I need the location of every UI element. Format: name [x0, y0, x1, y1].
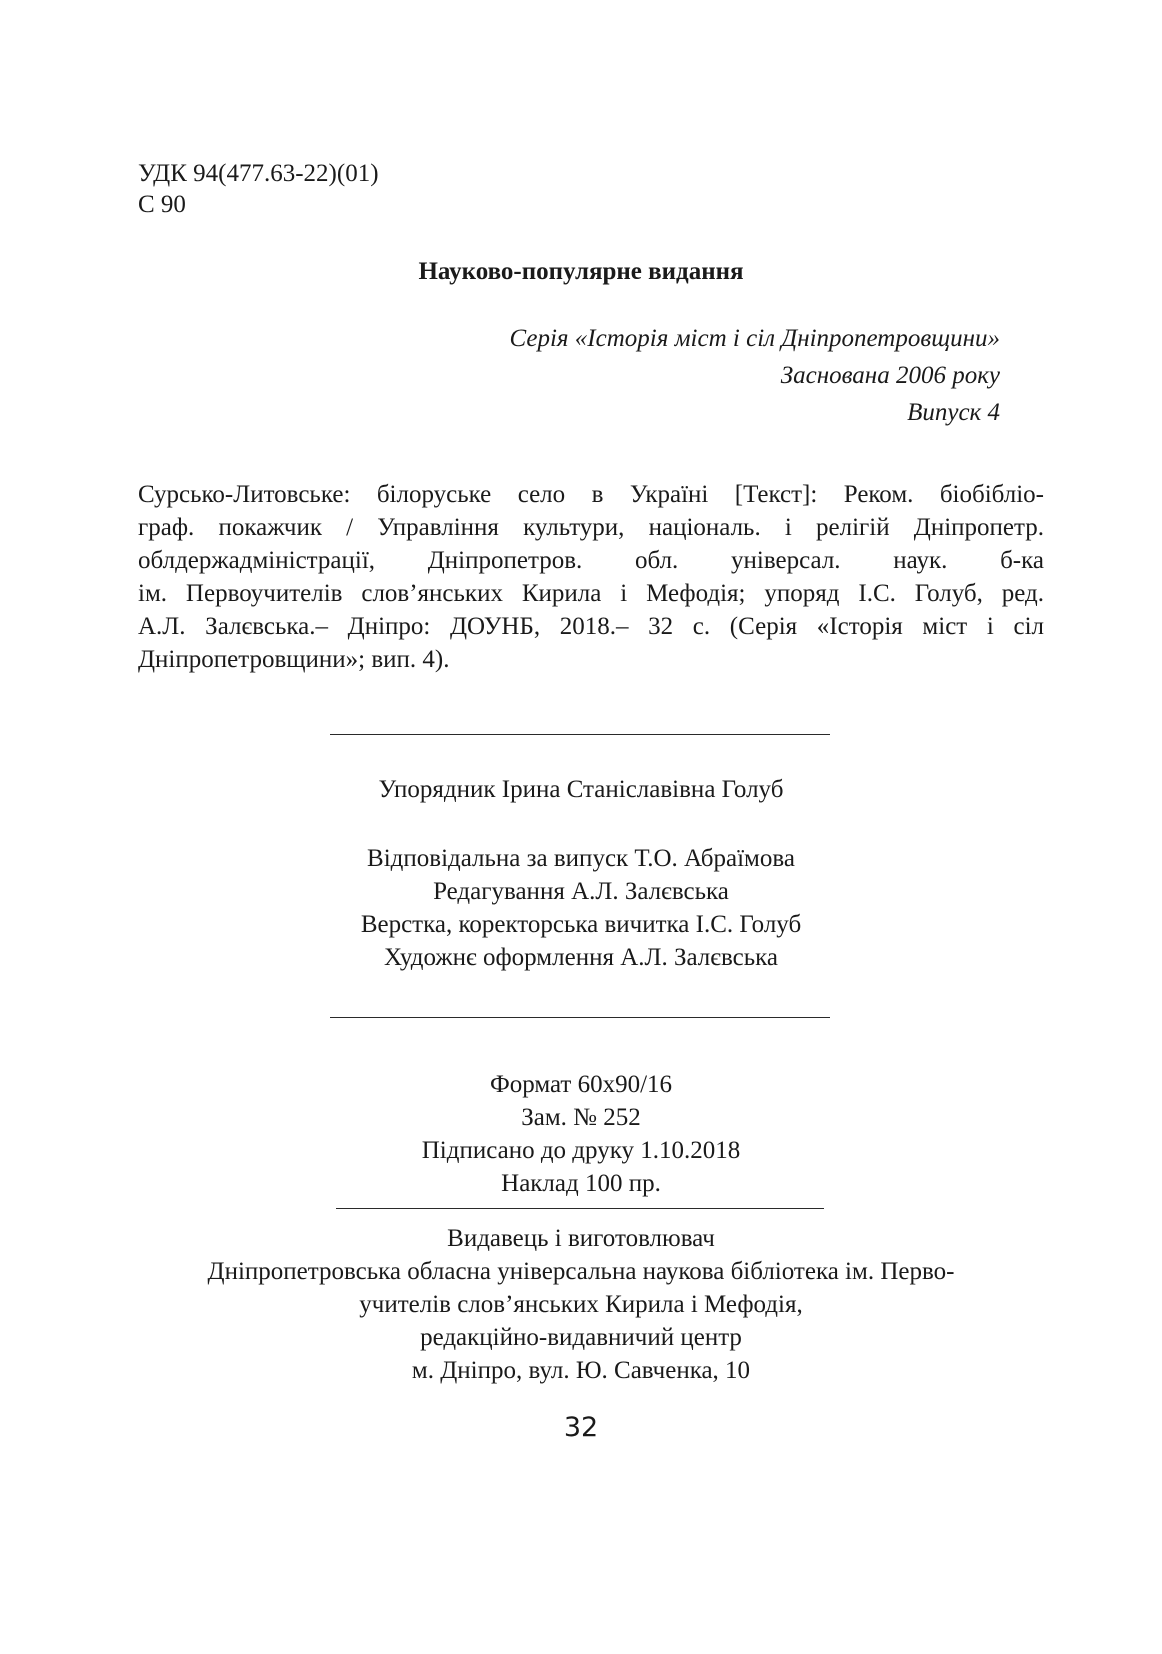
divider [330, 734, 830, 735]
compiler-line: Упорядник Ірина Станіславівна Голуб [378, 776, 784, 803]
page-number: 32 [563, 1412, 599, 1443]
publisher-line: учителів слов’янських Кирила і Мефодія, [359, 1291, 803, 1318]
credit-line: Художнє оформлення А.Л. Залєвська [383, 944, 779, 971]
biblio-line: облдержадміністрації, Дніпропетров. обл. універсал. наук. б-ка [138, 547, 1044, 574]
publisher-block [0, 1222, 1162, 1387]
series-issue: Випуск 4 [907, 399, 1000, 426]
bibliographic-description [138, 478, 1044, 676]
credit-line: Відповідальна за випуск Т.О. Абраїмова [367, 845, 795, 872]
publisher-line: Дніпропетровська обласна універсальна наукова бібліотека ім. Перво- [207, 1258, 955, 1285]
biblio-line: ім. Первоучителів слов’янських Кирила і Мефодія; упоряд І.С. Голуб, ред. [138, 580, 1044, 607]
printing-line: Підписано до друку 1.10.2018 [421, 1137, 741, 1164]
publisher-line: редакційно-видавничий центр [420, 1324, 742, 1351]
udk-index: С 90 [138, 191, 186, 218]
divider [336, 1208, 824, 1209]
publisher-line: м. Дніпро, вул. Ю. Савченка, 10 [411, 1357, 751, 1384]
divider [330, 1017, 830, 1018]
printing-line: Формат 60х90/16 [489, 1071, 673, 1098]
series-founded: Заснована 2006 року [780, 362, 1000, 389]
biblio-line: А.Л. Залєвська.– Дніпро: ДОУНБ, 2018.– 32 с. (Серія «Історія міст і сіл [138, 613, 1044, 640]
edition-type-heading: Науково-популярне видання [418, 258, 744, 285]
credit-line: Редагування А.Л. Залєвська [433, 878, 729, 905]
credits-block [0, 842, 1162, 974]
udk-block [138, 158, 379, 220]
printing-details [0, 1068, 1162, 1200]
credit-line: Верстка, коректорська вичитка І.С. Голуб [360, 911, 802, 938]
publisher-line: Видавець і виготовлювач [447, 1225, 715, 1252]
printing-line: Зам. № 252 [521, 1104, 641, 1131]
series-block [510, 320, 1000, 431]
udk-code: УДК 94(477.63-22)(01) [138, 160, 379, 187]
series-name: Серія «Історія міст і сіл Дніпропетровщини» [509, 325, 1000, 352]
biblio-line: Дніпропетровщини»; вип. 4). [138, 646, 450, 673]
printing-line: Наклад 100 пр. [501, 1170, 661, 1197]
biblio-line: Сурсько-Литовське: білоруське село в Україні [Текст]: Реком. біобібліо- [138, 481, 1044, 508]
biblio-line: граф. покажчик / Управління культури, національ. і релігій Дніпропетр. [138, 514, 1044, 541]
